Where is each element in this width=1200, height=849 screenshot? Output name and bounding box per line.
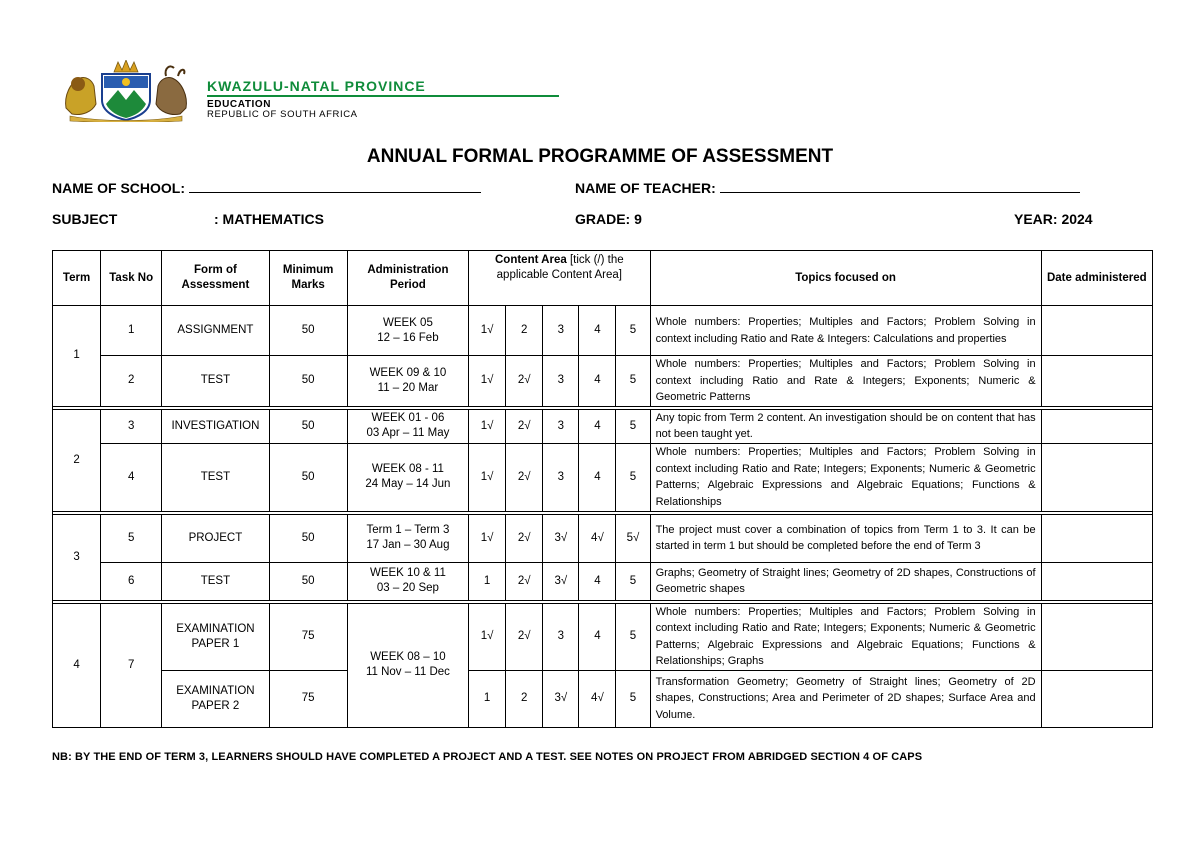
ca-cell: 2√	[506, 443, 543, 511]
ca-cell: 5	[616, 443, 650, 511]
ca-cell: 4√	[579, 670, 616, 727]
task-cell: 5	[101, 514, 162, 562]
form-cell: PROJECT	[162, 514, 269, 562]
ca-cell: 2√	[506, 514, 543, 562]
school-blank[interactable]	[189, 180, 481, 193]
header-row	[53, 251, 1153, 306]
ca-cell: 3√	[543, 562, 579, 600]
marks-cell: 75	[269, 670, 347, 727]
country-name: REPUBLIC OF SOUTH AFRICA	[207, 109, 358, 120]
ca-cell: 5	[616, 409, 650, 443]
form-cell: TEST	[162, 562, 269, 600]
subject-value: : MATHEMATICS	[214, 211, 324, 227]
ca-cell: 4√	[579, 514, 616, 562]
school-label: NAME OF SCHOOL:	[52, 180, 185, 196]
department-logo	[62, 60, 562, 124]
ca-cell: 4	[579, 562, 616, 600]
col-content-area	[469, 251, 650, 306]
date-cell[interactable]	[1041, 670, 1152, 727]
topics-cell: Whole numbers: Properties; Multiples and Factors; Problem Solving in context including Ratio and Rate & Integers: Calculations and properties	[650, 306, 1041, 356]
ca-cell: 3	[543, 356, 579, 407]
marks-cell: 75	[269, 603, 347, 670]
task-cell: 1	[101, 306, 162, 356]
task-cell: 3	[101, 409, 162, 443]
content-area-title: Content Area	[494, 254, 567, 266]
col-date: Date administered	[1041, 251, 1152, 306]
date-cell[interactable]	[1041, 562, 1152, 600]
ca-cell: 4	[579, 603, 616, 670]
date-cell[interactable]	[1041, 443, 1152, 511]
col-topics: Topics focused on	[650, 251, 1041, 306]
ca-cell: 5	[616, 356, 650, 407]
date-cell[interactable]	[1041, 409, 1152, 443]
ca-cell: 1√	[469, 356, 506, 407]
ca-cell: 4	[579, 356, 616, 407]
period-cell	[347, 603, 468, 727]
term-cell: 4	[53, 603, 101, 727]
period-dates: 12 – 16 Feb	[377, 331, 439, 344]
form-cell: ASSIGNMENT	[162, 306, 269, 356]
period-dates: 11 Nov – 11 Dec	[365, 666, 450, 678]
province-name: KWAZULU-NATAL PROVINCE	[207, 78, 559, 97]
form-cell: EXAMINATION PAPER 1	[162, 603, 269, 670]
page-title: ANNUAL FORMAL PROGRAMME OF ASSESSMENT	[366, 146, 834, 167]
department-name: EDUCATION	[207, 99, 272, 110]
year-value: YEAR: 2024	[1014, 211, 1093, 227]
ca-cell: 5	[616, 306, 650, 356]
form-cell: TEST	[162, 443, 269, 511]
period-week: WEEK 08 - 11	[371, 463, 444, 475]
ca-cell: 1	[469, 670, 506, 727]
topics-cell: Whole numbers: Properties; Multiples and Factors; Problem Solving in context including Ratio and Rate; Integers; Exponents; Numeric & Geometric Patterns; Algebraic Expressions and Algebraic Equations; Functions & Relationships	[650, 443, 1041, 511]
grade-value: GRADE: 9	[575, 211, 642, 227]
ca-cell: 4	[579, 443, 616, 511]
marks-cell: 50	[269, 306, 347, 356]
marks-cell: 50	[269, 514, 347, 562]
topics-cell: The project must cover a combination of topics from Term 1 to 3. It can be started in term 1 but should be completed before the end of Term 3	[650, 514, 1041, 562]
table-row	[53, 409, 1153, 443]
period-dates: 03 – 20 Sep	[376, 582, 439, 594]
col-task-no: Task No	[101, 251, 162, 306]
ca-cell: 4	[579, 409, 616, 443]
ca-cell: 3	[543, 443, 579, 511]
col-form: Form of Assessment	[162, 251, 269, 306]
form-cell: INVESTIGATION	[162, 409, 269, 443]
col-term: Term	[53, 251, 101, 306]
ca-cell: 5	[616, 670, 650, 727]
period-cell	[347, 356, 468, 407]
date-cell[interactable]	[1041, 603, 1152, 670]
topics-cell: Any topic from Term 2 content. An investigation should be on content that has not been taught yet.	[650, 409, 1041, 443]
term-cell: 1	[53, 306, 101, 407]
teacher-label: NAME OF TEACHER:	[575, 180, 716, 196]
ca-cell: 3√	[543, 670, 579, 727]
ca-cell: 2√	[506, 562, 543, 600]
ca-cell: 1√	[469, 514, 506, 562]
ca-cell: 2	[506, 670, 543, 727]
date-cell[interactable]	[1041, 356, 1152, 407]
term-cell: 3	[53, 514, 101, 600]
period-week: WEEK 09 & 10	[369, 366, 447, 379]
ca-cell: 3√	[543, 514, 579, 562]
marks-cell: 50	[269, 356, 347, 407]
ca-cell: 4	[579, 306, 616, 356]
school-field	[52, 180, 481, 196]
form-cell: TEST	[162, 356, 269, 407]
col-period: Administration Period	[347, 251, 468, 306]
ca-cell: 1√	[469, 409, 506, 443]
table-row	[53, 562, 1153, 600]
table-row	[53, 603, 1153, 670]
marks-cell: 50	[269, 443, 347, 511]
ca-cell: 3	[543, 409, 579, 443]
ca-cell: 2	[506, 306, 543, 356]
ca-cell: 1√	[469, 443, 506, 511]
ca-cell: 5√	[616, 514, 650, 562]
period-cell	[347, 306, 468, 356]
ca-cell: 2√	[506, 356, 543, 407]
coat-of-arms-icon	[62, 60, 190, 122]
period-week: WEEK 01 - 06	[371, 412, 445, 424]
ca-cell: 3	[543, 306, 579, 356]
teacher-blank[interactable]	[720, 180, 1080, 193]
task-cell: 6	[101, 562, 162, 600]
ca-cell: 1	[469, 562, 506, 600]
ca-cell: 2√	[506, 409, 543, 443]
topics-cell: Transformation Geometry; Geometry of Straight lines; Geometry of 2D shapes, Constructions; Area and Perimeter of 2D shapes; Surface Area and Volume.	[650, 670, 1041, 727]
date-cell[interactable]	[1041, 306, 1152, 356]
assessment-table	[52, 250, 1153, 728]
ca-cell: 5	[616, 562, 650, 600]
task-cell: 2	[101, 356, 162, 407]
period-week: WEEK 10 & 11	[369, 567, 446, 579]
task-cell: 4	[101, 443, 162, 511]
period-cell	[347, 409, 468, 443]
topics-cell: Whole numbers: Properties; Multiples and Factors; Problem Solving in context including Ratio and Rate & Integers; Exponents; Numeric & Geometric Patterns	[650, 356, 1041, 407]
term-cell: 2	[53, 409, 101, 511]
col-marks: Minimum Marks	[269, 251, 347, 306]
period-week: WEEK 08 – 10	[370, 651, 446, 663]
period-dates: 03 Apr – 11 May	[366, 427, 450, 439]
period-cell	[347, 562, 468, 600]
ca-cell: 1√	[469, 306, 506, 356]
period-dates: 24 May – 14 Jun	[365, 478, 451, 490]
footnote: NB: BY THE END OF TERM 3, LEARNERS SHOULD HAVE COMPLETED A PROJECT AND A TEST. SEE NOTES ON PROJECT FROM ABRIDGED SECTION 4 OF CAPS	[52, 751, 923, 763]
ca-cell: 3	[543, 603, 579, 670]
period-week: WEEK 05	[382, 316, 433, 329]
topics-cell: Graphs; Geometry of Straight lines; Geometry of 2D shapes, Constructions of Geometric shapes	[650, 562, 1041, 600]
table-row	[53, 356, 1153, 407]
ca-cell: 5	[616, 603, 650, 670]
period-dates: 11 – 20 Mar	[377, 381, 439, 394]
subject-label: SUBJECT	[52, 211, 118, 227]
marks-cell: 50	[269, 409, 347, 443]
task-cell: 7	[101, 603, 162, 727]
date-cell[interactable]	[1041, 514, 1152, 562]
topics-cell: Whole numbers: Properties; Multiples and Factors; Problem Solving in context including Ratio and Rate; Integers; Exponents; Numeric & Geometric Patterns; Algebraic Expressions and Algebraic Equations; Functions & Relationships; Graphs	[650, 603, 1041, 670]
ca-cell: 1√	[469, 603, 506, 670]
period-cell	[347, 443, 468, 511]
form-cell: EXAMINATION PAPER 2	[162, 670, 269, 727]
table-row	[53, 443, 1153, 511]
period-dates: 17 Jan – 30 Aug	[366, 539, 450, 551]
period-cell	[347, 514, 468, 562]
table-row	[53, 306, 1153, 356]
marks-cell: 50	[269, 562, 347, 600]
table-row	[53, 514, 1153, 562]
period-week: Term 1 – Term 3	[366, 524, 450, 536]
content-area-hint: [tick (/) the applicable Content Area]	[496, 254, 624, 281]
table-row	[53, 670, 1153, 727]
ca-cell: 2√	[506, 603, 543, 670]
teacher-field	[575, 180, 1080, 196]
